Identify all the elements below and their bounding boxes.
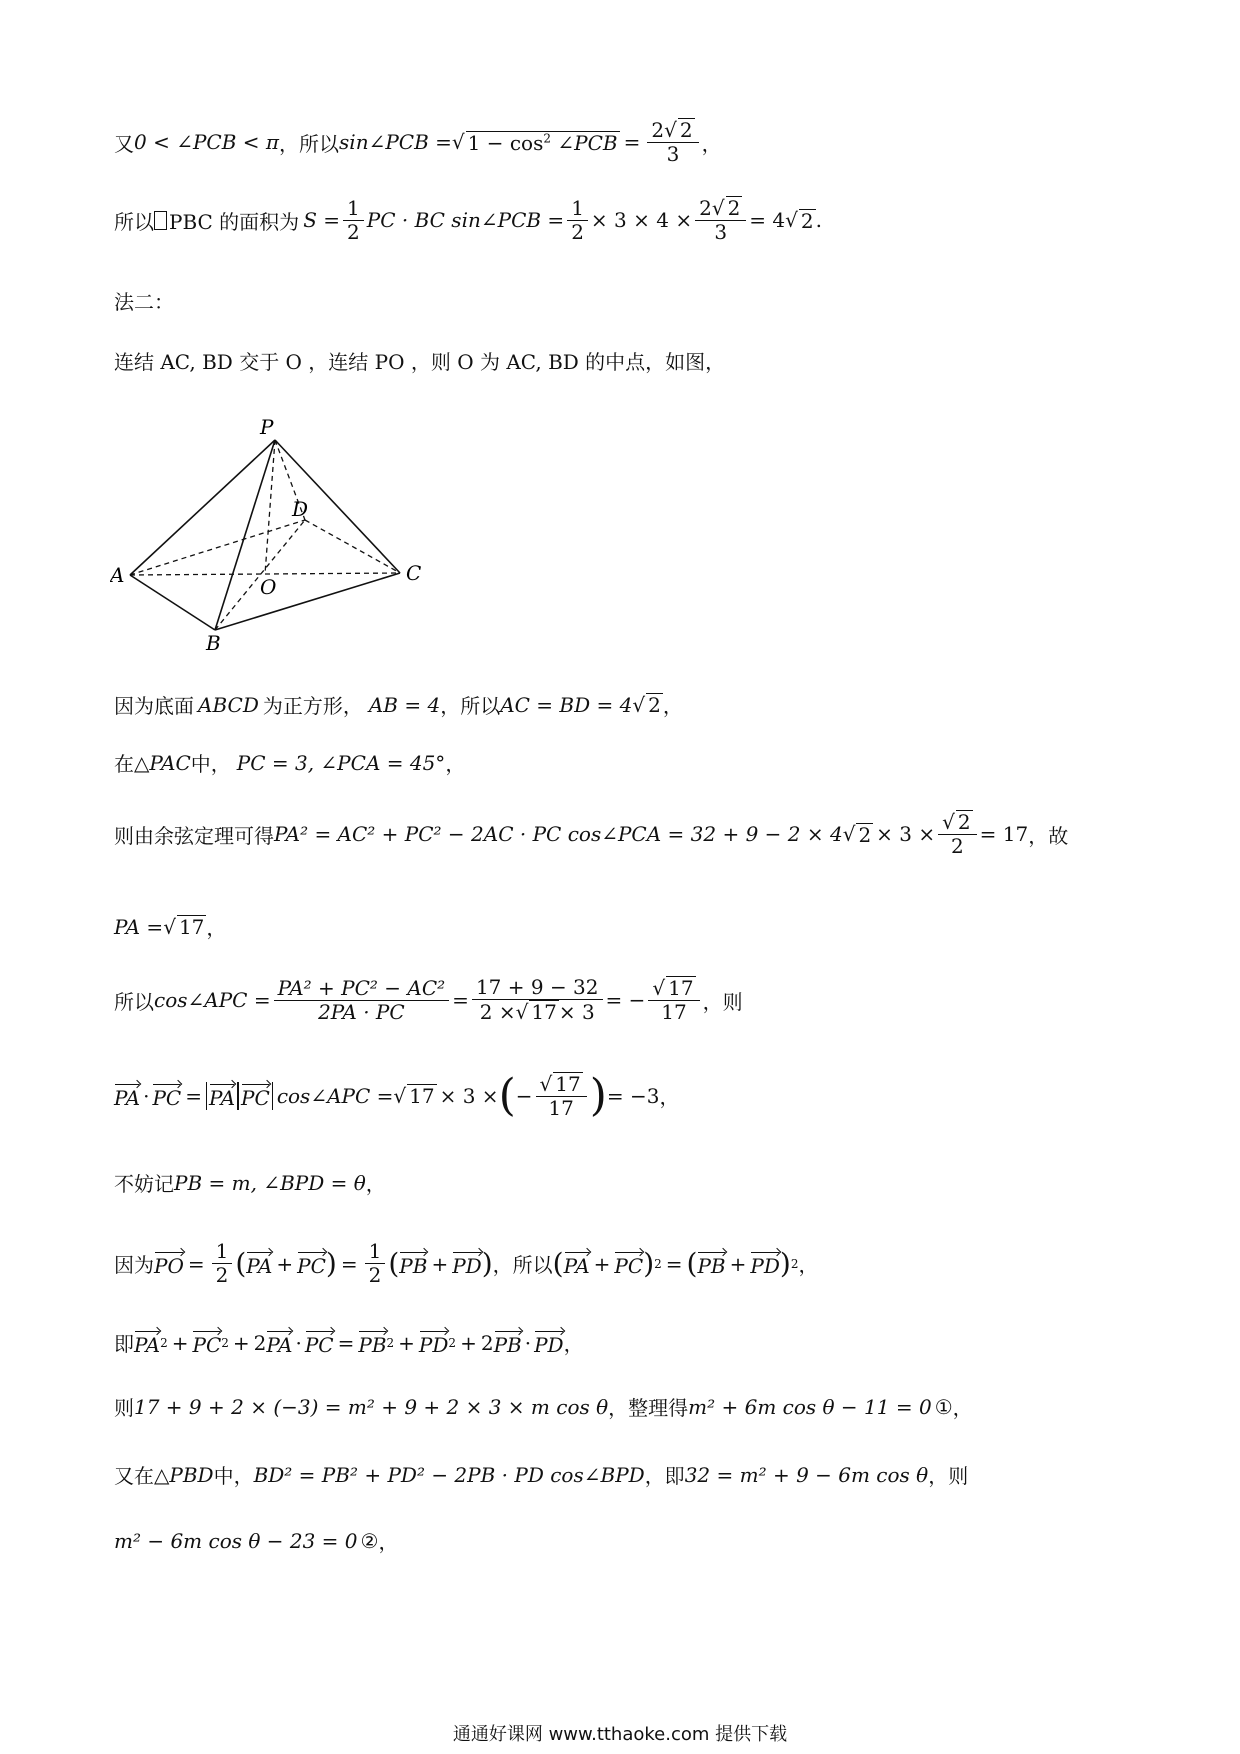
label-o: O: [260, 575, 277, 599]
line-connect: 连结 AC, BD 交于 O ，连结 PO ，则 O 为 AC, BD 的中点，如图，: [114, 350, 726, 374]
line-equation-2: m² − 6m cos θ − 23 = 0 ② ，: [114, 1528, 399, 1554]
line-pa-value: PA = √ 17 ，: [114, 914, 227, 940]
line-expand: 即 PA 2 + PC 2 + 2 PA · PC = PB 2 + PD 2 + 2 PB · PD ，: [114, 1330, 584, 1357]
edge-ab: [130, 575, 215, 630]
label-d: D: [292, 497, 309, 521]
line-dot-product: PA · PC = PA PC cos∠APC = √ 17 × 3 × ( − $\frac{√ 17}{17}$ ) = −3 ，: [114, 1070, 680, 1121]
method-two-heading: 法二：: [114, 290, 174, 314]
line-vector-po: 因为 PO = $\frac{1}{2}$ ( PA + PC ) = $\frac{1}{2}$ ( PB + PD ) ，所以 ( PA + PC ) 2 = ( PB + PD ) 2 ，: [114, 1239, 819, 1287]
edge-bc: [215, 573, 400, 630]
line-area-pbc: 所以 PBC 的面积为 S = $\frac{1}{2}$ PC · BC sin∠PCB = $\frac{1}{2}$ × 3 × 4 × $\frac{2√ 2}{3}$ = 4 √ 2 .: [114, 195, 822, 244]
line-cos-apc: 所以 cos∠APC = $\frac{\text{PA² + PC² − AC²}}{2PA \cdot PC}$ = $\frac{17 + 9 - 32}{2 \times√ 17 \times 3}$ = − $\frac{√ 17}{17}$ ，则: [114, 975, 743, 1024]
line-equation-1: 则 17 + 9 + 2 × (−3) = m² + 9 + 2 × 3 × m cos θ ，整理得 m² + 6m cos θ − 11 = 0 ① ，: [114, 1394, 973, 1420]
label-p: P: [260, 415, 274, 439]
label-a: A: [110, 563, 125, 587]
line-triangle-pbd: 又在 △PBD 中， BD² = PB² + PD² − 2PB · PD cos∠BPD ，即 32 = m² + 9 − 6m cos θ ，则: [114, 1462, 969, 1488]
label-c: C: [406, 561, 422, 585]
edge-dc: [305, 520, 400, 573]
line-square-base: 因为底面 ABCD 为正方形， AB = 4 ，所以 AC = BD = 4 √ 2 ，: [114, 692, 683, 718]
line-let-pb: 不妨记 PB = m, ∠BPD = θ ，: [114, 1170, 386, 1196]
label-b: B: [206, 631, 221, 650]
edge-ad: [130, 520, 305, 575]
line-sin-pcb: 又 0 < ∠PCB < π ，所以 sin∠PCB = √ $1 - \cos^2$ ∠PCB = $\frac{2√ 2}{3}$ ，: [114, 118, 722, 166]
line-cosine-law: 则由余弦定理可得 PA² = AC² + PC² − 2AC · PC cos∠PCA = 32 + 9 − 2 × 4 √ 2 × 3 × $\frac{√ 2}{2}$ = 17 ，故: [114, 810, 1069, 858]
page-footer: 通通好课网 www.tthaoke.com 提供下载: [452, 1724, 788, 1745]
pyramid-figure: [110, 410, 430, 650]
line-triangle-pac: 在 △PAC 中， PC = 3, ∠PCA = 45° ，: [114, 750, 466, 776]
segment-po: [265, 440, 275, 574]
